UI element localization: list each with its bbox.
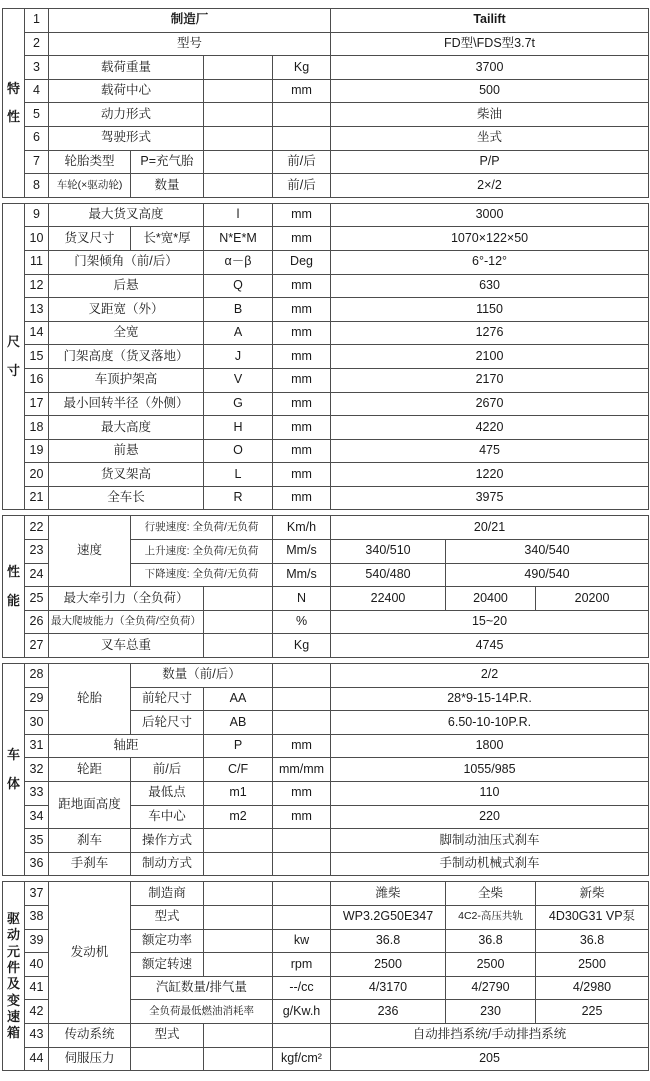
cell: G	[204, 392, 273, 416]
cell: 230	[446, 1000, 536, 1024]
table-row	[3, 345, 649, 369]
cell: N	[273, 587, 331, 611]
cell: Kg	[273, 634, 331, 658]
category-label: 尺 寸	[3, 203, 25, 510]
cell: 2100	[331, 345, 649, 369]
cell: 门架高度（货叉落地）	[49, 345, 204, 369]
cell: 制造商	[131, 882, 204, 906]
cell: 6.50-10-10P.R.	[331, 711, 649, 735]
row-number: 35	[25, 829, 49, 853]
cell: AB	[204, 711, 273, 735]
cell: H	[204, 416, 273, 440]
cell: P/P	[331, 150, 649, 174]
row-number: 22	[25, 516, 49, 540]
row-number: 7	[25, 150, 49, 174]
cell: 4C2-高压共轨	[446, 905, 536, 929]
cell: 全负荷最低燃油消耗率	[131, 1000, 273, 1024]
row-number: 10	[25, 227, 49, 251]
cell: 225	[536, 1000, 649, 1024]
row-number: 42	[25, 1000, 49, 1024]
cell	[273, 882, 331, 906]
cell: kw	[273, 929, 331, 953]
row-number: 24	[25, 563, 49, 587]
row-number: 5	[25, 103, 49, 127]
cell	[204, 634, 273, 658]
cell: 3975	[331, 486, 649, 510]
cell: A	[204, 321, 273, 345]
cell: 轮胎类型	[49, 150, 131, 174]
row-number: 6	[25, 126, 49, 150]
cell: 驾驶形式	[49, 126, 204, 150]
cell: 最小回转半径（外侧）	[49, 392, 204, 416]
cell: mm	[273, 345, 331, 369]
cell: 操作方式	[131, 829, 204, 853]
cell	[204, 905, 273, 929]
cell	[273, 1023, 331, 1047]
row-number: 37	[25, 882, 49, 906]
category-label: 性 能	[3, 516, 25, 658]
cell: 轴距	[49, 734, 204, 758]
row-number: 40	[25, 953, 49, 977]
cell: 车轮(×驱动轮)	[49, 174, 131, 198]
cell: 20400	[446, 587, 536, 611]
cell: 220	[331, 805, 649, 829]
row-number: 3	[25, 56, 49, 80]
row-number: 12	[25, 274, 49, 298]
cell: 型式	[131, 905, 204, 929]
cell: Kg	[273, 56, 331, 80]
cell: 205	[331, 1047, 649, 1071]
row-number: 9	[25, 203, 49, 227]
cell	[273, 664, 331, 688]
cell: 型号	[49, 32, 331, 56]
row-number: 20	[25, 463, 49, 487]
cell: 叉车总重	[49, 634, 204, 658]
cell: 后悬	[49, 274, 204, 298]
cell: P=充气胎	[131, 150, 204, 174]
cell: 2500	[331, 953, 446, 977]
cell: 20/21	[331, 516, 649, 540]
cell: mm	[273, 368, 331, 392]
cell: 15~20	[331, 610, 649, 634]
cell: V	[204, 368, 273, 392]
cell: AA	[204, 687, 273, 711]
table-row	[3, 610, 649, 634]
cell: 潍柴	[331, 882, 446, 906]
cell: 手制动机械式刹车	[331, 852, 649, 876]
table-row	[3, 1047, 649, 1071]
cell: 动力形式	[49, 103, 204, 127]
cell: 20200	[536, 587, 649, 611]
cell: 4D30G31 VP泵	[536, 905, 649, 929]
cell: 制造厂	[49, 9, 331, 33]
cell: 490/540	[446, 563, 649, 587]
cell: 制动方式	[131, 852, 204, 876]
category-label: 特 性	[3, 9, 25, 198]
cell: 载荷重量	[49, 56, 204, 80]
cell: 伺服压力	[49, 1047, 131, 1071]
cell: 下降速度: 全负荷/无负荷	[131, 563, 273, 587]
row-number: 38	[25, 905, 49, 929]
cell: 数量（前/后）	[131, 664, 273, 688]
cell: B	[204, 298, 273, 322]
cell: 前/后	[131, 758, 204, 782]
table-row	[3, 274, 649, 298]
cell	[204, 852, 273, 876]
cell: 脚制动油压式刹车	[331, 829, 649, 853]
cell: 2500	[446, 953, 536, 977]
cell: FD型\FDS型3.7t	[331, 32, 649, 56]
cell: 额定功率	[131, 929, 204, 953]
table-row	[3, 150, 649, 174]
cell: mm	[273, 416, 331, 440]
cell: 发动机	[49, 882, 131, 1024]
cell: α－β	[204, 250, 273, 274]
cell: g/Kw.h	[273, 1000, 331, 1024]
cell	[273, 711, 331, 735]
row-number: 18	[25, 416, 49, 440]
table-row	[3, 516, 649, 540]
row-number: 23	[25, 540, 49, 564]
cell	[204, 150, 273, 174]
cell: 最大牵引力（全负荷）	[49, 587, 204, 611]
table-row	[3, 32, 649, 56]
row-number: 15	[25, 345, 49, 369]
cell: R	[204, 486, 273, 510]
cell: 车顶护架高	[49, 368, 204, 392]
cell: 500	[331, 79, 649, 103]
row-number: 2	[25, 32, 49, 56]
cell	[204, 929, 273, 953]
cell: L	[204, 463, 273, 487]
section-table	[2, 663, 649, 876]
table-row	[3, 9, 649, 33]
cell: 刹车	[49, 829, 131, 853]
cell: mm/mm	[273, 758, 331, 782]
cell: 轮距	[49, 758, 131, 782]
cell: %	[273, 610, 331, 634]
table-row	[3, 250, 649, 274]
cell: 上升速度: 全负荷/无负荷	[131, 540, 273, 564]
cell: 4/3170	[331, 976, 446, 1000]
cell: m2	[204, 805, 273, 829]
row-number: 34	[25, 805, 49, 829]
cell: m1	[204, 782, 273, 806]
cell: Km/h	[273, 516, 331, 540]
table-row	[3, 103, 649, 127]
table-row	[3, 758, 649, 782]
row-number: 14	[25, 321, 49, 345]
cell: 2670	[331, 392, 649, 416]
cell: 最大高度	[49, 416, 204, 440]
cell	[273, 126, 331, 150]
cell: 货叉尺寸	[49, 227, 131, 251]
table-row	[3, 416, 649, 440]
table-row	[3, 439, 649, 463]
table-row	[3, 392, 649, 416]
cell	[204, 882, 273, 906]
cell: rpm	[273, 953, 331, 977]
cell: 前/后	[273, 174, 331, 198]
cell	[204, 1047, 273, 1071]
section-table	[2, 515, 649, 658]
cell	[204, 829, 273, 853]
cell: l	[204, 203, 273, 227]
cell: 后轮尺寸	[131, 711, 204, 735]
cell: 3700	[331, 56, 649, 80]
section-table	[2, 8, 649, 198]
cell: 630	[331, 274, 649, 298]
cell: J	[204, 345, 273, 369]
cell: mm	[273, 463, 331, 487]
cell: Q	[204, 274, 273, 298]
cell	[273, 852, 331, 876]
cell: mm	[273, 439, 331, 463]
table-row	[3, 1023, 649, 1047]
cell: Deg	[273, 250, 331, 274]
cell: 2170	[331, 368, 649, 392]
cell: 1055/985	[331, 758, 649, 782]
cell: 载荷中心	[49, 79, 204, 103]
cell: 2500	[536, 953, 649, 977]
row-number: 29	[25, 687, 49, 711]
cell: 3000	[331, 203, 649, 227]
table-row	[3, 782, 649, 806]
cell	[204, 953, 273, 977]
cell: mm	[273, 782, 331, 806]
cell: 28*9-15-14P.R.	[331, 687, 649, 711]
cell: C/F	[204, 758, 273, 782]
cell: Mm/s	[273, 540, 331, 564]
cell	[204, 1023, 273, 1047]
cell	[273, 829, 331, 853]
cell	[273, 103, 331, 127]
row-number: 36	[25, 852, 49, 876]
cell: 行驶速度: 全负荷/无负荷	[131, 516, 273, 540]
cell: 前轮尺寸	[131, 687, 204, 711]
cell: 叉距宽（外）	[49, 298, 204, 322]
cell: 6°-12°	[331, 250, 649, 274]
cell: 340/510	[331, 540, 446, 564]
cell: 全柴	[446, 882, 536, 906]
cell	[204, 103, 273, 127]
cell: O	[204, 439, 273, 463]
category-label: 驱 动 元 件 及 变 速 箱	[3, 882, 25, 1071]
row-number: 27	[25, 634, 49, 658]
table-row	[3, 79, 649, 103]
cell: 速度	[49, 516, 131, 587]
row-number: 28	[25, 664, 49, 688]
cell: 36.8	[536, 929, 649, 953]
cell: 2/2	[331, 664, 649, 688]
cell: 4220	[331, 416, 649, 440]
row-number: 4	[25, 79, 49, 103]
cell	[273, 905, 331, 929]
table-row	[3, 664, 649, 688]
cell: 340/540	[446, 540, 649, 564]
cell: 22400	[331, 587, 446, 611]
cell	[131, 1047, 204, 1071]
cell: 前/后	[273, 150, 331, 174]
cell: 540/480	[331, 563, 446, 587]
cell: mm	[273, 805, 331, 829]
cell: 1150	[331, 298, 649, 322]
row-number: 41	[25, 976, 49, 1000]
table-row	[3, 126, 649, 150]
cell: 柴油	[331, 103, 649, 127]
table-row	[3, 174, 649, 198]
cell: --/cc	[273, 976, 331, 1000]
table-row	[3, 203, 649, 227]
table-row	[3, 852, 649, 876]
table-row	[3, 298, 649, 322]
cell: P	[204, 734, 273, 758]
cell: mm	[273, 392, 331, 416]
table-row	[3, 634, 649, 658]
cell: 距地面高度	[49, 782, 131, 829]
cell	[204, 587, 273, 611]
cell: 最大爬坡能力（全负荷/空负荷）	[49, 610, 204, 634]
row-number: 43	[25, 1023, 49, 1047]
cell: 汽缸数量/排气量	[131, 976, 273, 1000]
row-number: 8	[25, 174, 49, 198]
cell: 4745	[331, 634, 649, 658]
row-number: 44	[25, 1047, 49, 1071]
cell: Mm/s	[273, 563, 331, 587]
table-row	[3, 368, 649, 392]
cell: mm	[273, 203, 331, 227]
row-number: 11	[25, 250, 49, 274]
cell: mm	[273, 734, 331, 758]
cell: Tailift	[331, 9, 649, 33]
table-row	[3, 587, 649, 611]
cell: mm	[273, 298, 331, 322]
table-row	[3, 56, 649, 80]
cell	[273, 687, 331, 711]
cell: 最大货叉高度	[49, 203, 204, 227]
cell: 传动系统	[49, 1023, 131, 1047]
cell: 全车长	[49, 486, 204, 510]
cell: 手刹车	[49, 852, 131, 876]
cell: 110	[331, 782, 649, 806]
row-number: 17	[25, 392, 49, 416]
cell: 236	[331, 1000, 446, 1024]
section-table	[2, 203, 649, 511]
cell: 475	[331, 439, 649, 463]
row-number: 31	[25, 734, 49, 758]
cell: 4/2790	[446, 976, 536, 1000]
cell: 1800	[331, 734, 649, 758]
cell: N*E*M	[204, 227, 273, 251]
table-row	[3, 486, 649, 510]
table-row	[3, 463, 649, 487]
cell: 2×/2	[331, 174, 649, 198]
row-number: 19	[25, 439, 49, 463]
table-row	[3, 829, 649, 853]
cell: 前悬	[49, 439, 204, 463]
section-table	[2, 881, 649, 1071]
cell: WP3.2G50E347	[331, 905, 446, 929]
row-number: 26	[25, 610, 49, 634]
row-number: 30	[25, 711, 49, 735]
cell: 坐式	[331, 126, 649, 150]
cell: 自动排挡系统/手动排挡系统	[331, 1023, 649, 1047]
cell	[204, 126, 273, 150]
table-row	[3, 227, 649, 251]
cell: 1220	[331, 463, 649, 487]
cell	[204, 610, 273, 634]
category-label: 车 体	[3, 664, 25, 876]
cell: mm	[273, 274, 331, 298]
cell: 型式	[131, 1023, 204, 1047]
cell: 长*宽*厚	[131, 227, 204, 251]
cell: mm	[273, 227, 331, 251]
table-row	[3, 882, 649, 906]
cell	[204, 56, 273, 80]
row-number: 25	[25, 587, 49, 611]
row-number: 13	[25, 298, 49, 322]
cell: 货叉架高	[49, 463, 204, 487]
row-number: 33	[25, 782, 49, 806]
cell: 36.8	[331, 929, 446, 953]
cell: 轮胎	[49, 664, 131, 735]
cell: 36.8	[446, 929, 536, 953]
cell: 数量	[131, 174, 204, 198]
table-row	[3, 321, 649, 345]
cell	[204, 79, 273, 103]
cell	[204, 174, 273, 198]
cell: 全宽	[49, 321, 204, 345]
cell: mm	[273, 486, 331, 510]
cell: 新柴	[536, 882, 649, 906]
cell: 1070×122×50	[331, 227, 649, 251]
cell: 门架倾角（前/后）	[49, 250, 204, 274]
cell: kgf/cm²	[273, 1047, 331, 1071]
cell: 车中心	[131, 805, 204, 829]
cell: mm	[273, 79, 331, 103]
cell: 4/2980	[536, 976, 649, 1000]
row-number: 39	[25, 929, 49, 953]
row-number: 16	[25, 368, 49, 392]
row-number: 21	[25, 486, 49, 510]
row-number: 32	[25, 758, 49, 782]
cell: 额定转速	[131, 953, 204, 977]
cell: 最低点	[131, 782, 204, 806]
cell: mm	[273, 321, 331, 345]
spec-table	[2, 8, 650, 1071]
table-row	[3, 734, 649, 758]
cell: 1276	[331, 321, 649, 345]
row-number: 1	[25, 9, 49, 33]
